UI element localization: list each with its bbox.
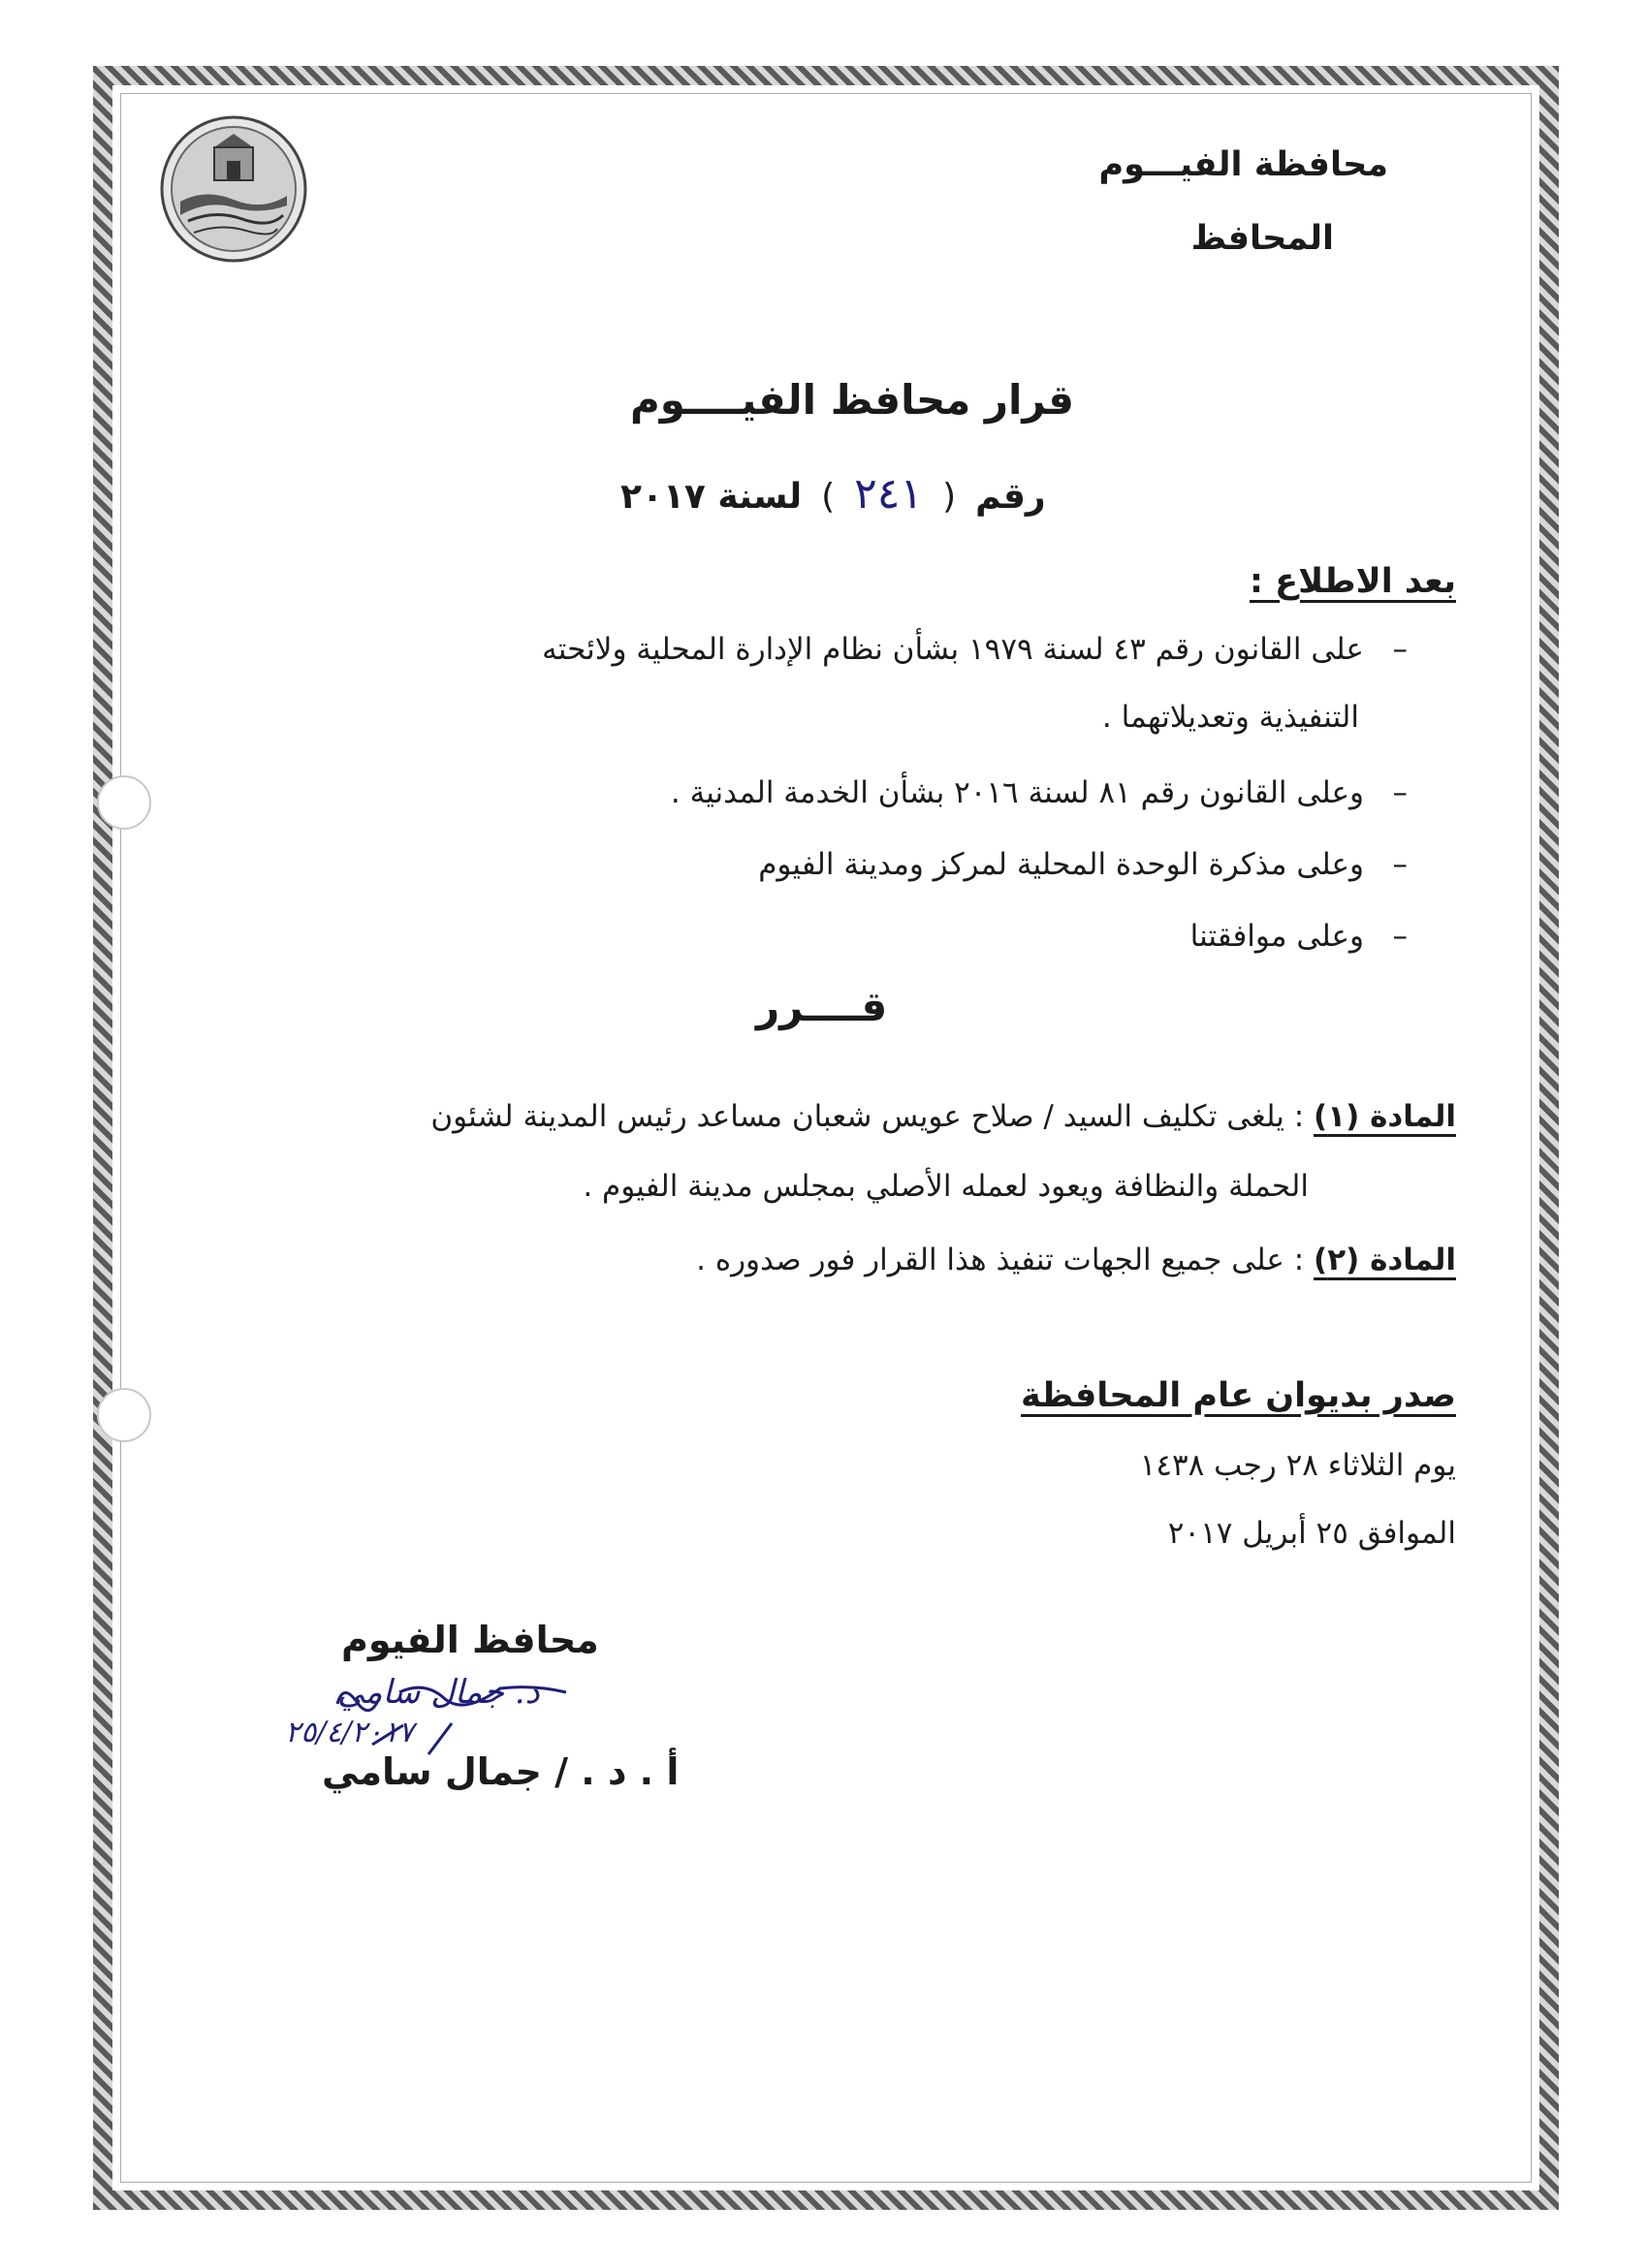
article-text: : يلغى تكليف السيد / صلاح عويس شعبان مساعد رئيس المدينة لشئون bbox=[430, 1099, 1305, 1134]
handwritten-signature: د. جمال سامي bbox=[337, 1673, 540, 1712]
decision-heading: قرار محافظ الفيــــوم bbox=[630, 376, 1075, 424]
preamble-item-4 bbox=[1190, 919, 1408, 954]
preamble-item-text: وعلى موافقتنا bbox=[1189, 919, 1364, 954]
issuance-heading: صدر بديوان عام المحافظة bbox=[1021, 1376, 1456, 1415]
signatory-title: محافظ الفيوم bbox=[341, 1619, 599, 1661]
paren-open: ( bbox=[942, 477, 957, 517]
list-dash: – bbox=[1392, 919, 1408, 954]
article-label: المادة (٢) bbox=[1314, 1243, 1456, 1277]
issuance-hijri-date: يوم الثلاثاء ٢٨ رجب ١٤٣٨ bbox=[1139, 1448, 1456, 1483]
governorate-name: محافظة الفيـــوم bbox=[1098, 145, 1388, 184]
preamble-item-text: على القانون رقم ٤٣ لسنة ١٩٧٩ بشأن نظام الإدارة المحلية ولائحته bbox=[542, 632, 1364, 667]
preamble-label: بعد الاطلاع : bbox=[1250, 562, 1456, 601]
article-label: المادة (١) bbox=[1314, 1099, 1456, 1134]
decision-number-line bbox=[620, 469, 1046, 519]
paren-close: ) bbox=[821, 477, 836, 517]
article-1 bbox=[430, 1099, 1456, 1134]
signatory-name: أ . د . / جمال سامي bbox=[322, 1750, 680, 1793]
article-text: : على جميع الجهات تنفيذ هذا القرار فور صدوره . bbox=[696, 1243, 1305, 1277]
preamble-item-2 bbox=[671, 775, 1408, 810]
decision-word: قــــرر bbox=[756, 983, 888, 1030]
list-dash: – bbox=[1392, 775, 1408, 810]
handwritten-signature-date: ٢٥/٤/٢٠١٧ bbox=[285, 1716, 415, 1749]
preamble-item-text: وعلى مذكرة الوحدة المحلية لمركز ومدينة الفيوم bbox=[758, 847, 1364, 882]
governor-office: المحافظ bbox=[1190, 219, 1334, 258]
issuance-gregorian-date: الموافق ٢٥ أبريل ٢٠١٧ bbox=[1167, 1516, 1456, 1551]
number-prefix: رقم bbox=[975, 477, 1046, 517]
preamble-item-1 bbox=[542, 632, 1408, 667]
list-dash: – bbox=[1392, 847, 1408, 882]
preamble-item-3 bbox=[758, 847, 1408, 882]
preamble-item-text: وعلى القانون رقم ٨١ لسنة ٢٠١٦ بشأن الخدمة المدنية . bbox=[670, 775, 1364, 810]
article-2 bbox=[696, 1243, 1456, 1277]
decision-number: ٢٤١ bbox=[854, 469, 924, 519]
punch-hole-top bbox=[97, 775, 151, 830]
punch-hole-bottom bbox=[97, 1388, 151, 1442]
list-dash: – bbox=[1392, 632, 1408, 667]
governorate-seal-icon bbox=[159, 114, 308, 264]
preamble-item-1-continuation: التنفيذية وتعديلاتهما . bbox=[1101, 700, 1359, 735]
decision-year: لسنة ٢٠١٧ bbox=[620, 477, 803, 517]
article-1-continuation: الحملة والنظافة ويعود لعمله الأصلي بمجلس مدينة الفيوم . bbox=[583, 1169, 1309, 1204]
